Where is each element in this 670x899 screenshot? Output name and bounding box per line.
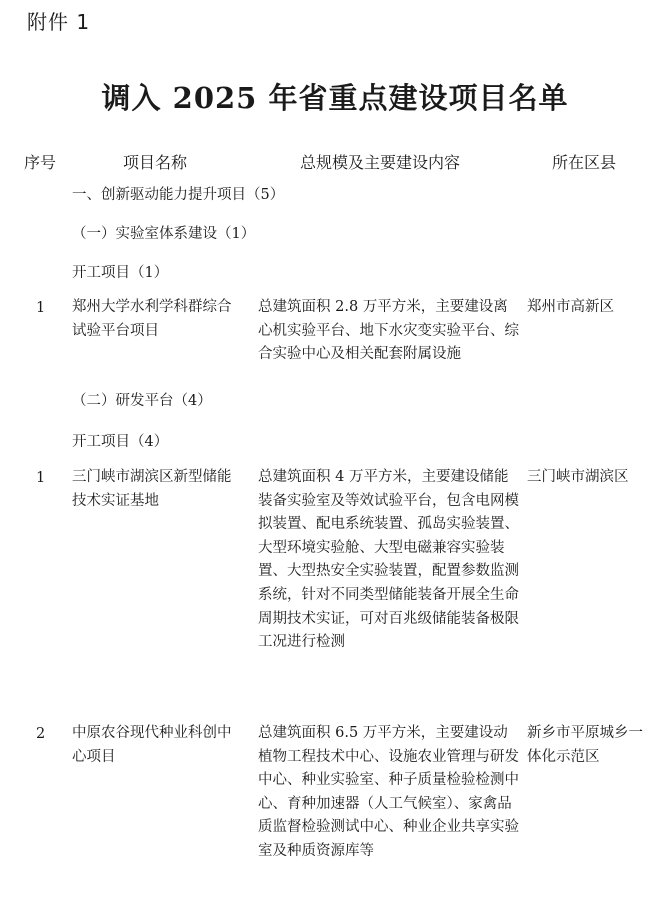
document-title: 调入 2025 年省重点建设项目名单: [101, 81, 569, 115]
header-project-name: 项目名称: [123, 153, 188, 172]
row-content: 总建筑面积 4 万平方米，主要建设储能装备实验室及等效试验平台，包含电网模拟装置、配电系统装置、孤岛实验装置、大型环境实验舱、大型电磁兼容实验装置、大型热安全实验装置，配置参数监测系统，针对不同类型储能装备开展全生命周期技术实证，可对百兆级储能装备极限工况进行检测: [258, 469, 519, 651]
status-heading: 开工项目（4）: [72, 434, 169, 450]
subcategory-heading: （一）实验室体系建设（1）: [72, 226, 256, 242]
subcategory-heading: （二）研发平台（4）: [72, 393, 212, 409]
header-scale-content: 总规模及主要建设内容: [300, 153, 461, 172]
row-content: 总建筑面积 6.5 万平方米，主要建设动植物工程技术中心、设施农业管理与研发中心、种业实验室、种子质量检验检测中心、育种加速器（人工气候室）、家禽品质监督检验测试中心、种业企业共享实验室及种质资源库等: [258, 725, 519, 859]
attachment-label: 附件 1: [27, 10, 91, 34]
row-index: 1: [36, 300, 46, 316]
header-district: 所在区县: [552, 153, 617, 172]
row-index: 2: [36, 726, 46, 742]
row-district: 新乡市平原城乡一体化示范区: [527, 725, 643, 765]
row-district: 郑州市高新区: [527, 299, 614, 315]
header-index: 序号: [24, 153, 57, 172]
row-project-name: 郑州大学水利学科群综合试验平台项目: [72, 299, 232, 339]
status-heading: 开工项目（1）: [72, 265, 169, 281]
row-project-name: 中原农谷现代种业科创中心项目: [72, 725, 232, 765]
row-district: 三门峡市湖滨区: [527, 469, 629, 485]
row-content: 总建筑面积 2.8 万平方米，主要建设离心机实验平台、地下水灾变实验平台、综合实验中心及相关配套附属设施: [258, 299, 519, 363]
table-header: [0, 150, 670, 174]
category-heading: 一、创新驱动能力提升项目（5）: [72, 187, 285, 203]
row-project-name: 三门峡市湖滨区新型储能技术实证基地: [72, 469, 232, 509]
row-index: 1: [36, 470, 46, 486]
